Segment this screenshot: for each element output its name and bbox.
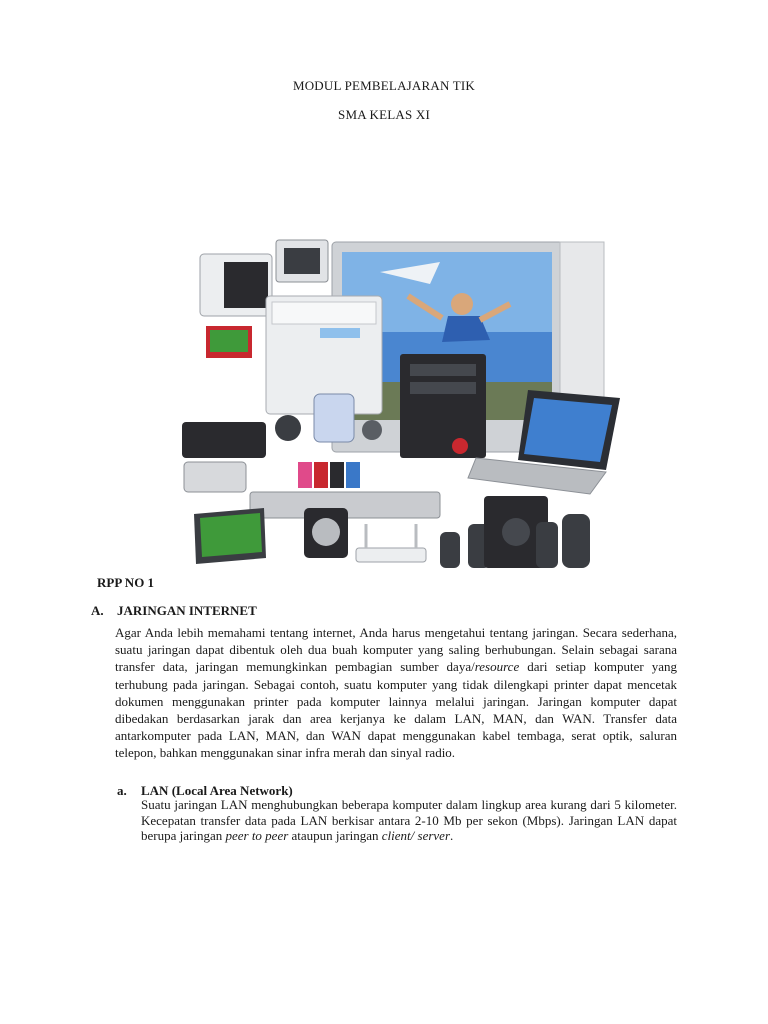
rpp-label: RPP NO 1 [97,575,155,590]
subsection-title: LAN (Local Area Network) [141,783,293,798]
paragraph-run: ataupun jaringan [288,828,382,843]
paragraph-run: Suatu jaringan LAN menghubungkan beberapa komputer dalam lingkup area kurang dari 5 kilometer. Kecepatan transfer data pada LAN berkisar antara 2-10 Mb per sekon (Mbps). Jaringan LAN dapat berupa jaringan [141,797,677,843]
paragraph-run: Agar Anda lebih memahami tentang internet, Anda harus mengetahui tentang jaringan. Secara sederhana, suatu jaringan dapat dibentuk oleh dua buah komputer yang saling berhubungan. Selain sebagai sarana transfer data, jaringan memungkinkan pembagian sumber daya/ [115,625,677,675]
section-paragraph [115,624,677,762]
section-heading [91,603,257,619]
paragraph-run-italic: peer to peer [225,828,289,843]
hardware-collage-drawing [180,232,628,572]
paragraph-run: . [450,828,454,843]
section-marker: A. [91,603,104,618]
class-subtitle: SMA KELAS XI [338,107,430,122]
subsection-paragraph [141,797,677,844]
paragraph-run-italic: resource [474,659,520,675]
module-title: MODUL PEMBELAJARAN TIK [292,78,476,93]
subsection-marker: a. [117,783,127,798]
hardware-collage-image [180,232,628,572]
paragraph-run-italic: client/ server [381,828,451,843]
paragraph-run: dari setiap komputer yang terhubung pada jaringan. Sebagai contoh, suatu komputer yang tidak dilengkapi printer dapat mencetak dokumen menggunakan printer pada komputer lainnya melalui jaringan. Jaringan komputer dapat dibedakan berdasarkan jarak dan area kerjanya ke dalam LAN, MAN, dan WAN. Transfer data antarkomputer pada LAN, MAN, dan WAN dapat menggunakan kabel tembaga, serat optik, saluran telepon, bahkan menggunakan sinar infra merah dan sinyal radio. [115,659,677,761]
section-title: JARINGAN INTERNET [117,603,257,618]
pc-tower-graphic [400,354,486,458]
